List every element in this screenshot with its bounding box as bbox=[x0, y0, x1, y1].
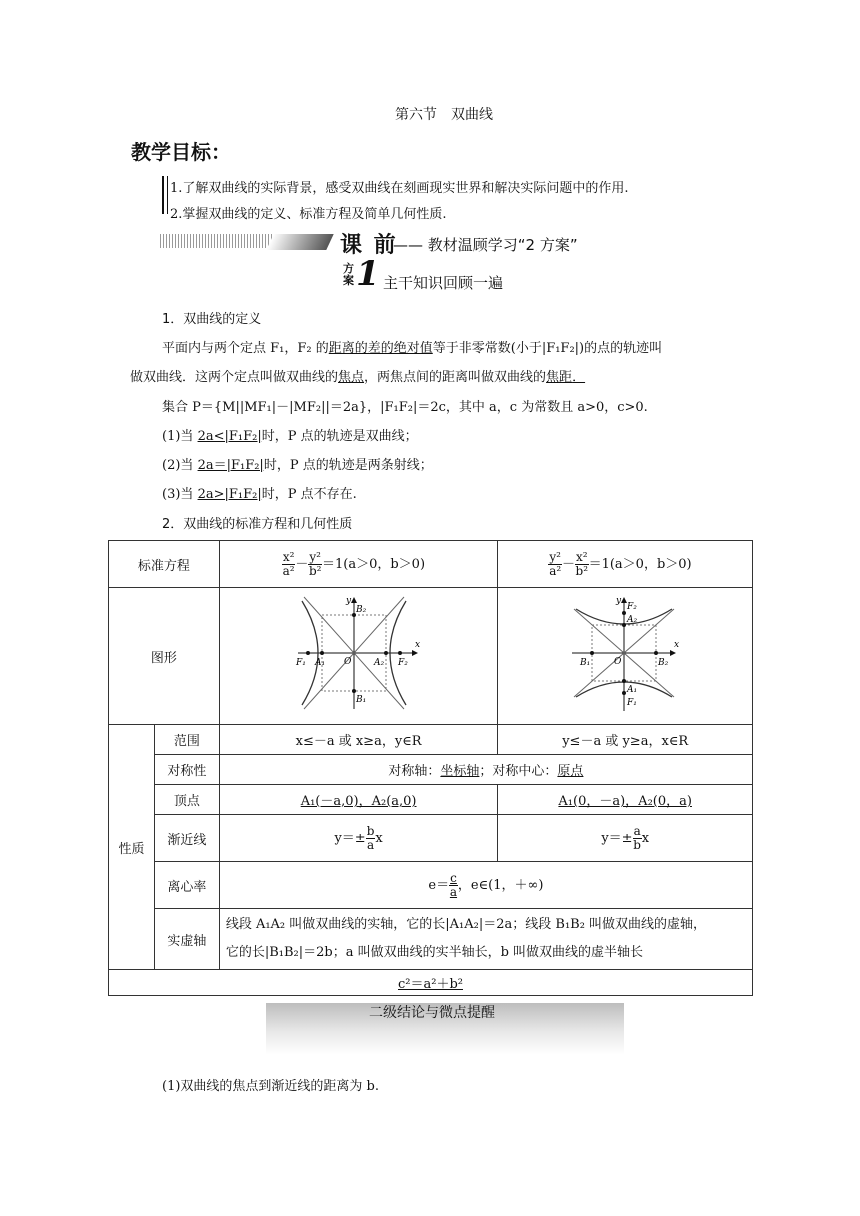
conclusion-item-1: (1)双曲线的焦点到渐近线的距离为 b. bbox=[162, 1079, 380, 1094]
range-1: x≤－a 或 x≥a，y∈R bbox=[219, 725, 498, 755]
graph-2-svg bbox=[570, 595, 680, 713]
g1-A1: A₁ bbox=[314, 658, 325, 668]
g2-F1: F₁ bbox=[627, 698, 638, 708]
g1-A2: A₂ bbox=[373, 658, 384, 668]
banner-title: 课 前 bbox=[340, 233, 398, 258]
label-axes: 实虚轴 bbox=[154, 909, 219, 970]
g1-x: x bbox=[414, 640, 420, 650]
symmetry-value: 对称轴：坐标轴；对称中心：原点 bbox=[219, 755, 752, 785]
row-graph bbox=[109, 588, 753, 725]
label-properties: 性质 bbox=[109, 725, 155, 970]
vertex-2: A₁(0，－a)，A₂(0，a) bbox=[498, 785, 753, 815]
g1-y: y bbox=[345, 596, 351, 606]
g1-O: O bbox=[343, 657, 351, 667]
properties-table bbox=[108, 540, 753, 996]
row-vertex bbox=[109, 785, 753, 815]
axes-value: 线段 A₁A₂ 叫做双曲线的实轴，它的长|A₁A₂|＝2a；线段 B₁B₂ 叫做双曲线的虚轴， 它的长|B₁B₂|＝2b；a 叫做双曲线的实半轴长，b 叫做双曲线的虚半轴长 bbox=[219, 909, 752, 970]
label-eccentricity: 离心率 bbox=[154, 862, 219, 909]
scheme-text: 主干知识回顾一遍 bbox=[383, 274, 504, 292]
range-2: y≤－a 或 y≥a，x∈R bbox=[498, 725, 753, 755]
label-equation: 标准方程 bbox=[109, 541, 220, 588]
label-vertex: 顶点 bbox=[154, 785, 219, 815]
g2-F2: F₂ bbox=[627, 602, 638, 612]
label-symmetry: 对称性 bbox=[154, 755, 219, 785]
g2-x: x bbox=[674, 640, 680, 650]
label-asymptote: 渐近线 bbox=[154, 815, 219, 862]
banner-subtitle: —— 教材温顾学习“2 方案” bbox=[393, 236, 578, 254]
definition-set: 集合 P＝{M||MF₁|－|MF₂||＝2a}，|F₁F₂|＝2c，其中 a，c 为常数且 a>0，c>0. bbox=[162, 400, 648, 415]
g2-A2: A₂ bbox=[627, 615, 638, 625]
definition-case-2: (2)当 2a＝|F₁F₂|时，P 点的轨迹是两条射线； bbox=[162, 458, 433, 473]
g2-B1: B₁ bbox=[580, 658, 591, 668]
eccentricity-value: e＝ $\frac{c}{a}$ ，e∈(1，＋∞) bbox=[219, 862, 752, 909]
row-range bbox=[109, 725, 753, 755]
asymptote-1: y＝± $\frac{b}{a}$ x bbox=[219, 815, 498, 862]
g2-O: O bbox=[614, 657, 622, 667]
label-range: 范围 bbox=[154, 725, 219, 755]
section-title: 第六节 双曲线 bbox=[395, 107, 493, 123]
conclusions-heading: 二级结论与微点提醒 bbox=[369, 1005, 495, 1021]
equation-2: $\frac{\text{y²}}{\text{a²}}$ － $\frac{\text{x²}}{\text{b²}}$ ＝1(a＞0，b＞0) bbox=[498, 541, 753, 588]
equation-1: $\frac{\text{x²}}{\text{a²}}$ － $\frac{\text{y²}}{\text{b²}}$ ＝1(a＞0，b＞0) bbox=[219, 541, 498, 588]
properties-heading: 2．双曲线的标准方程和几何性质 bbox=[162, 517, 353, 532]
definition-para-2: 做双曲线．这两个定点叫做双曲线的焦点，两焦点间的距离叫做双曲线的焦距． bbox=[130, 370, 586, 385]
g1-B1: B₁ bbox=[355, 695, 366, 705]
relation-value: c²＝a²＋b² bbox=[109, 970, 753, 996]
banner-arrow-shape bbox=[266, 234, 333, 250]
g1-B2: B₂ bbox=[355, 605, 366, 615]
objective-item-1: 1.了解双曲线的实际背景，感受双曲线在刻画现实世界和解决实际问题中的作用. bbox=[170, 181, 629, 196]
graph-horizontal-hyperbola bbox=[219, 588, 498, 725]
definition-para-1: 平面内与两个定点 F₁，F₂ 的距离的差的绝对值等于非零常数(小于|F₁F₂|)的点的轨迹叫 bbox=[162, 341, 663, 356]
definition-case-3: (3)当 2a>|F₁F₂|时，P 点不存在. bbox=[162, 487, 357, 502]
g1-F1: F₁ bbox=[295, 658, 306, 668]
graph-vertical-hyperbola bbox=[498, 588, 753, 725]
g1-F2: F₂ bbox=[397, 658, 408, 668]
graph-1-svg bbox=[294, 595, 424, 713]
objectives-heading: 教学目标： bbox=[131, 140, 231, 164]
row-axes bbox=[109, 909, 753, 970]
scheme-tag: 方 案 bbox=[343, 262, 354, 287]
row-equation bbox=[109, 541, 753, 588]
row-symmetry bbox=[109, 755, 753, 785]
definition-case-1: (1)当 2a<|F₁F₂|时，P 点的轨迹是双曲线； bbox=[162, 429, 418, 444]
vertex-1: A₁(－a,0)，A₂(a,0) bbox=[219, 785, 498, 815]
g2-y: y bbox=[616, 596, 622, 606]
g2-B2: B₂ bbox=[658, 658, 669, 668]
asymptote-2: y＝± $\frac{a}{b}$ x bbox=[498, 815, 753, 862]
objectives-bracket bbox=[162, 176, 168, 214]
label-graph: 图形 bbox=[109, 588, 220, 725]
row-asymptote bbox=[109, 815, 753, 862]
scheme-number: 1 bbox=[356, 254, 380, 294]
objective-item-2: 2.掌握双曲线的定义、标准方程及简单几何性质. bbox=[170, 207, 447, 222]
row-relation bbox=[109, 970, 753, 996]
row-eccentricity bbox=[109, 862, 753, 909]
g2-A1: A₁ bbox=[627, 685, 638, 695]
definition-heading: 1．双曲线的定义 bbox=[162, 312, 262, 327]
